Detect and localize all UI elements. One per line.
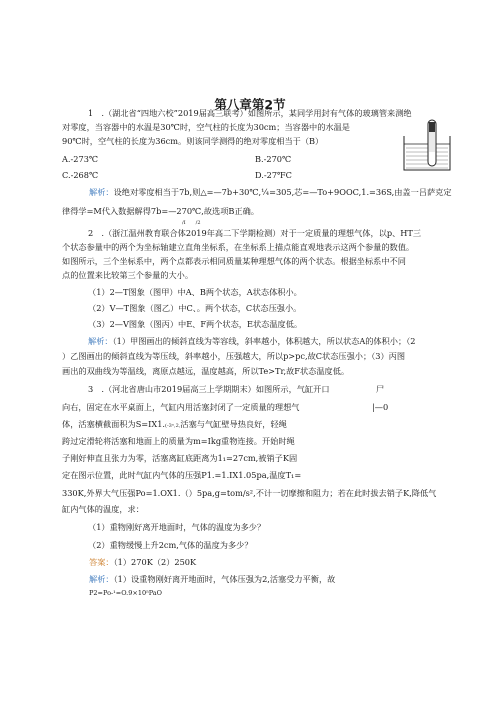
q1-option-b: B.-270℃: [255, 154, 292, 164]
q2-explanation-line-3: 画出的双曲线为等温线，离原点越远，温度越高，所以Te>Tr,故F状态温度低。: [62, 366, 350, 376]
beaker-tube-figure: [400, 118, 458, 176]
q2-line-3: 如图所示，三个坐标系中，两个点都表示相同质量某种理想气体的两个状态。根据坐标系中不同: [62, 256, 406, 266]
q1-explanation-label: 解析：: [89, 187, 114, 197]
q2-line-2: 个状态参量中的两个为坐标轴建立直角坐标系，在坐标系上描点能直观地表示这两个参量的数值。: [62, 242, 415, 252]
q1-option-a: A.-273℃: [62, 154, 99, 164]
q2-item-3: （3）2—V图象（图丙）中E、F两个状态，E状态温度低。: [88, 319, 303, 329]
q3-answer-label: 答案：: [89, 557, 114, 567]
q3-item-2: （2）重物缓慢上升2cm,气体的温度为多少？: [88, 540, 253, 550]
q3-line-6: 定在图示位置，此时气缸内气体的压强P1.=1.IX1.05pa,温度T₁=: [62, 470, 302, 480]
q3-item-1: （1）重物刚好离开地面时，气体的温度为多少？: [88, 522, 266, 532]
q3-explanation-line-1: 解析：（1）设重物刚好离开地面时，气体压强为2,活塞受力平衡，故: [89, 574, 336, 584]
q3-line-8: 缸内气体的温度，求：: [62, 504, 144, 514]
q2-item-2: （2）V—T图象（图乙）中C、。两个状态，C状态压强小。: [88, 303, 302, 313]
q3-line-5: 子刚好伸直且张力为零，活塞离缸底距离为1₁=27cm,被销子K固: [62, 453, 298, 463]
q1-option-c: C.-268℃: [62, 170, 99, 180]
q1-explanation-line-1: 解析：设绝对零度相当于7b,则△=—7b+30℃,¼=305,芯=—To+9OOC,1.=36S,由盖一吕萨克定: [89, 187, 452, 197]
q3-figure-mark-1: 尸: [376, 384, 385, 394]
q1-subscripts: /I /2: [182, 220, 201, 226]
q2-line-1: 2 .（浙江温州教育联合体2019年高二下学期检测）对于一定质量的理想气体，以p、HT三: [88, 228, 422, 238]
q2-explanation-line-2: ）乙图画出的倾斜直线为等压线，斜率越小，压强越大，所以p>pc,故C状态压强小；（3）丙图: [62, 351, 406, 361]
q1-line-1: 1 .（湖北省“四地六校”2019届高三联考）如图所示，某同学用封有气体的玻璃管来测绝: [88, 108, 412, 118]
q3-line-2: 向右，固定在水平桌面上，气缸内用活塞封闭了一定质量的理想气: [62, 402, 300, 412]
q3-line-1: 3 .（河北省唐山市2019届高三上学期期末）如图所示，气缸开口: [88, 384, 330, 394]
q3-line-4: 跨过定滑轮将活塞和地面上的质量为m=Ikg重物连接。开始时绳: [62, 436, 295, 446]
q1-option-d: D.-27℉C: [255, 170, 292, 180]
q3-explanation-line-2: P2=Po-¹=O.9×10⁵PaO: [89, 589, 162, 597]
q2-line-4: 点的位置来比较第三个参量的大小。: [62, 270, 194, 280]
q2-explanation-line-1: 解析：（1）甲图画出的倾斜直线为等容线，斜率越小，体积越大，所以状态A的体积小；（2: [88, 336, 416, 346]
q1-explanation-line-2: 律得学=M代入数据解得7b=—270℃,故选项B正确。: [62, 206, 259, 216]
q3-line-7: 330K,外界大气压强Po=1.OX1.（）5pa,g=tom/s²,不计一切摩擦和阻力；若在此时拔去销子K,降低气: [62, 488, 437, 498]
q3-figure-mark-2: |—0: [372, 402, 389, 412]
q3-line-3: 体，活塞横截面积为S=IX1.(-3ⁿ,2,活塞与气缸壁导热良好，轻绳: [62, 419, 287, 429]
q1-line-3: 90℃时，空气柱的长度为36cm。则该同学测得的绝对零度相当于（B）: [62, 136, 324, 146]
q1-line-2: 对零度，当容器中的水温是30℃时，空气柱的长度为30cm；当容器中的水温是: [62, 122, 350, 132]
q2-item-1: （1）2—T图象（图甲）中A、B两个状态，A状态体积小。: [88, 287, 302, 297]
q3-explanation-label: 解析：: [89, 574, 114, 584]
q2-explanation-label: 解析：: [88, 336, 113, 346]
q3-answer: 答案：（1）270K（2）250K: [89, 557, 197, 567]
page-title: 第八章第2节: [214, 97, 286, 112]
